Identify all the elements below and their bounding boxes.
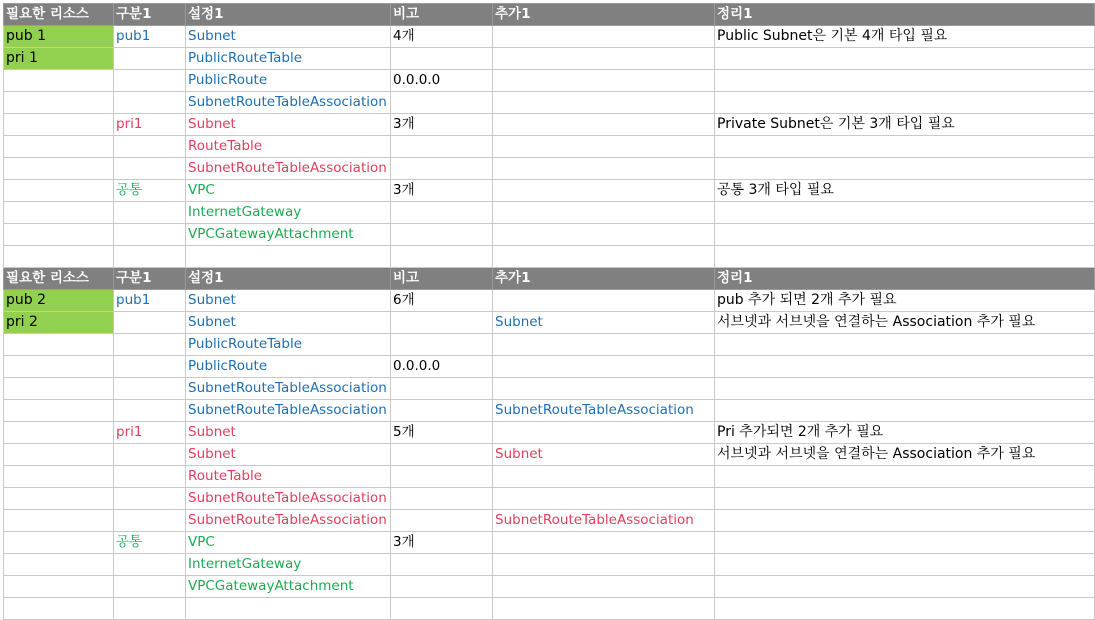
category-cell[interactable]: pri1 xyxy=(114,114,186,136)
setting-cell[interactable]: Subnet xyxy=(186,444,391,466)
summary-cell[interactable]: Pri 추가되면 2개 추가 필요 xyxy=(715,422,1095,444)
note-cell[interactable]: 5개 xyxy=(391,422,493,444)
table-row xyxy=(4,598,1095,620)
table-row xyxy=(4,466,1095,488)
summary-cell[interactable] xyxy=(715,488,1095,510)
category-cell[interactable] xyxy=(114,576,186,598)
note-cell[interactable] xyxy=(391,136,493,158)
table-row xyxy=(4,444,1095,466)
summary-cell[interactable] xyxy=(715,554,1095,576)
note-cell[interactable]: 0.0.0.0 xyxy=(391,356,493,378)
category-cell[interactable]: pri1 xyxy=(114,422,186,444)
summary-cell[interactable]: Public Subnet은 기본 4개 타입 필요 xyxy=(715,26,1095,48)
table-row xyxy=(4,158,1095,180)
setting-cell[interactable]: Subnet xyxy=(186,312,391,334)
category-cell[interactable] xyxy=(114,356,186,378)
setting-cell[interactable]: PublicRoute xyxy=(186,70,391,92)
setting-cell[interactable]: SubnetRouteTableAssociation xyxy=(186,158,391,180)
note-cell[interactable] xyxy=(391,598,493,620)
header-row xyxy=(4,4,1095,26)
add-cell[interactable]: SubnetRouteTableAssociation xyxy=(493,400,715,422)
add-cell[interactable] xyxy=(493,356,715,378)
setting-cell[interactable]: RouteTable xyxy=(186,466,391,488)
setting-cell[interactable]: InternetGateway xyxy=(186,554,391,576)
summary-cell[interactable] xyxy=(715,598,1095,620)
summary-cell[interactable]: 서브넷과 서브넷을 연결하는 Association 추가 필요 xyxy=(715,312,1095,334)
summary-cell[interactable]: 공통 3개 타입 필요 xyxy=(715,180,1095,202)
note-cell[interactable] xyxy=(391,92,493,114)
summary-cell[interactable] xyxy=(715,510,1095,532)
add-cell[interactable] xyxy=(493,532,715,554)
category-cell[interactable] xyxy=(114,378,186,400)
table-row xyxy=(4,576,1095,598)
add-cell[interactable] xyxy=(493,48,715,70)
note-cell[interactable] xyxy=(391,488,493,510)
resource-cell[interactable] xyxy=(4,92,114,114)
category-cell[interactable]: 공통 xyxy=(114,532,186,554)
setting-cell[interactable]: VPCGatewayAttachment xyxy=(186,576,391,598)
resource-cell[interactable] xyxy=(4,554,114,576)
note-cell[interactable] xyxy=(391,334,493,356)
category-cell[interactable] xyxy=(114,92,186,114)
column-header[interactable]: 설정1 xyxy=(186,4,391,26)
summary-cell[interactable]: Private Subnet은 기본 3개 타입 필요 xyxy=(715,114,1095,136)
note-cell[interactable] xyxy=(391,378,493,400)
resource-cell[interactable] xyxy=(4,400,114,422)
note-cell[interactable] xyxy=(391,48,493,70)
setting-cell[interactable]: RouteTable xyxy=(186,136,391,158)
resource-cell[interactable] xyxy=(4,444,114,466)
category-cell[interactable]: 공통 xyxy=(114,180,186,202)
table-row xyxy=(4,48,1095,70)
setting-cell[interactable]: SubnetRouteTableAssociation xyxy=(186,378,391,400)
resource-cell[interactable] xyxy=(4,598,114,620)
summary-cell[interactable] xyxy=(715,92,1095,114)
spreadsheet-grid xyxy=(3,3,1095,620)
sheet-body xyxy=(4,4,1095,620)
table-row xyxy=(4,180,1095,202)
summary-cell[interactable] xyxy=(715,532,1095,554)
column-header[interactable]: 정리1 xyxy=(715,268,1095,290)
category-cell[interactable] xyxy=(114,510,186,532)
resource-cell[interactable] xyxy=(4,202,114,224)
summary-cell[interactable] xyxy=(715,400,1095,422)
category-cell[interactable] xyxy=(114,312,186,334)
add-cell[interactable] xyxy=(493,202,715,224)
note-cell[interactable]: 0.0.0.0 xyxy=(391,70,493,92)
table-row xyxy=(4,378,1095,400)
add-cell[interactable] xyxy=(493,598,715,620)
note-cell[interactable]: 4개 xyxy=(391,26,493,48)
add-cell[interactable] xyxy=(493,290,715,312)
category-cell[interactable]: pub1 xyxy=(114,26,186,48)
table-row xyxy=(4,510,1095,532)
column-header[interactable]: 비고 xyxy=(391,268,493,290)
table-row xyxy=(4,136,1095,158)
resource-cell[interactable]: pub 2 xyxy=(4,290,114,312)
category-cell[interactable] xyxy=(114,136,186,158)
resource-cell[interactable] xyxy=(4,70,114,92)
table-row xyxy=(4,26,1095,48)
column-header[interactable]: 필요한 리소스 xyxy=(4,4,114,26)
summary-cell[interactable] xyxy=(715,334,1095,356)
empty-cell[interactable] xyxy=(391,246,493,268)
add-cell[interactable] xyxy=(493,334,715,356)
resource-cell[interactable]: pri 2 xyxy=(4,312,114,334)
note-cell[interactable] xyxy=(391,554,493,576)
add-cell[interactable] xyxy=(493,488,715,510)
summary-cell[interactable] xyxy=(715,576,1095,598)
setting-cell[interactable]: VPC xyxy=(186,532,391,554)
setting-cell[interactable] xyxy=(186,598,391,620)
table-row xyxy=(4,312,1095,334)
summary-cell[interactable] xyxy=(715,224,1095,246)
resource-cell[interactable] xyxy=(4,334,114,356)
summary-cell[interactable] xyxy=(715,48,1095,70)
category-cell[interactable]: pub1 xyxy=(114,290,186,312)
category-cell[interactable] xyxy=(114,334,186,356)
summary-cell[interactable] xyxy=(715,136,1095,158)
setting-cell[interactable]: SubnetRouteTableAssociation xyxy=(186,400,391,422)
category-cell[interactable] xyxy=(114,466,186,488)
setting-cell[interactable]: PublicRoute xyxy=(186,356,391,378)
column-header[interactable]: 추가1 xyxy=(493,268,715,290)
add-cell[interactable] xyxy=(493,26,715,48)
table-row xyxy=(4,290,1095,312)
resource-cell[interactable] xyxy=(4,532,114,554)
setting-cell[interactable]: SubnetRouteTableAssociation xyxy=(186,510,391,532)
table-row xyxy=(4,92,1095,114)
category-cell[interactable] xyxy=(114,202,186,224)
setting-cell[interactable]: PublicRouteTable xyxy=(186,48,391,70)
category-cell[interactable] xyxy=(114,444,186,466)
resource-cell[interactable] xyxy=(4,422,114,444)
category-cell[interactable] xyxy=(114,224,186,246)
setting-cell[interactable]: VPCGatewayAttachment xyxy=(186,224,391,246)
setting-cell[interactable]: Subnet xyxy=(186,26,391,48)
note-cell[interactable] xyxy=(391,202,493,224)
add-cell[interactable] xyxy=(493,422,715,444)
summary-cell[interactable] xyxy=(715,378,1095,400)
setting-cell[interactable]: Subnet xyxy=(186,290,391,312)
resource-cell[interactable]: pri 1 xyxy=(4,48,114,70)
add-cell[interactable] xyxy=(493,224,715,246)
spacer-row xyxy=(4,246,1095,268)
category-cell[interactable] xyxy=(114,488,186,510)
setting-cell[interactable]: SubnetRouteTableAssociation xyxy=(186,488,391,510)
table-row xyxy=(4,532,1095,554)
add-cell[interactable]: SubnetRouteTableAssociation xyxy=(493,510,715,532)
resource-cell[interactable] xyxy=(4,466,114,488)
note-cell[interactable] xyxy=(391,224,493,246)
add-cell[interactable] xyxy=(493,466,715,488)
empty-cell[interactable] xyxy=(493,246,715,268)
empty-cell[interactable] xyxy=(114,246,186,268)
resource-cell[interactable] xyxy=(4,576,114,598)
resource-cell[interactable] xyxy=(4,488,114,510)
summary-cell[interactable] xyxy=(715,158,1095,180)
resource-cell[interactable] xyxy=(4,136,114,158)
note-cell[interactable] xyxy=(391,312,493,334)
table-row xyxy=(4,114,1095,136)
category-cell[interactable] xyxy=(114,400,186,422)
note-cell[interactable]: 6개 xyxy=(391,290,493,312)
resource-cell[interactable] xyxy=(4,180,114,202)
setting-cell[interactable]: Subnet xyxy=(186,114,391,136)
add-cell[interactable] xyxy=(493,70,715,92)
resource-cell[interactable] xyxy=(4,378,114,400)
summary-cell[interactable] xyxy=(715,356,1095,378)
resource-cell[interactable] xyxy=(4,114,114,136)
table-row xyxy=(4,356,1095,378)
category-cell[interactable] xyxy=(114,554,186,576)
resource-cell[interactable] xyxy=(4,224,114,246)
setting-cell[interactable]: VPC xyxy=(186,180,391,202)
resource-cell[interactable]: pub 1 xyxy=(4,26,114,48)
column-header[interactable]: 구분1 xyxy=(114,268,186,290)
table-row xyxy=(4,202,1095,224)
category-cell[interactable] xyxy=(114,48,186,70)
add-cell[interactable] xyxy=(493,576,715,598)
summary-cell[interactable] xyxy=(715,70,1095,92)
summary-cell[interactable] xyxy=(715,202,1095,224)
add-cell[interactable]: Subnet xyxy=(493,444,715,466)
table-row xyxy=(4,488,1095,510)
add-cell[interactable] xyxy=(493,158,715,180)
setting-cell[interactable]: InternetGateway xyxy=(186,202,391,224)
add-cell[interactable] xyxy=(493,136,715,158)
note-cell[interactable] xyxy=(391,466,493,488)
summary-cell[interactable]: pub 추가 되면 2개 추가 필요 xyxy=(715,290,1095,312)
note-cell[interactable] xyxy=(391,400,493,422)
resource-cell[interactable] xyxy=(4,510,114,532)
resource-cell[interactable] xyxy=(4,356,114,378)
table-row xyxy=(4,70,1095,92)
table-row xyxy=(4,400,1095,422)
note-cell[interactable]: 3개 xyxy=(391,532,493,554)
add-cell[interactable] xyxy=(493,554,715,576)
summary-cell[interactable]: 서브넷과 서브넷을 연결하는 Association 추가 필요 xyxy=(715,444,1095,466)
table-row xyxy=(4,554,1095,576)
table-row xyxy=(4,422,1095,444)
setting-cell[interactable]: SubnetRouteTableAssociation xyxy=(186,92,391,114)
note-cell[interactable]: 3개 xyxy=(391,114,493,136)
table-row xyxy=(4,224,1095,246)
note-cell[interactable] xyxy=(391,444,493,466)
column-header[interactable]: 추가1 xyxy=(493,4,715,26)
category-cell[interactable] xyxy=(114,158,186,180)
note-cell[interactable]: 3개 xyxy=(391,180,493,202)
empty-cell[interactable] xyxy=(715,246,1095,268)
column-header[interactable]: 필요한 리소스 xyxy=(4,268,114,290)
column-header[interactable]: 비고 xyxy=(391,4,493,26)
column-header[interactable]: 정리1 xyxy=(715,4,1095,26)
add-cell[interactable]: Subnet xyxy=(493,312,715,334)
summary-cell[interactable] xyxy=(715,466,1095,488)
empty-cell[interactable] xyxy=(186,246,391,268)
add-cell[interactable] xyxy=(493,378,715,400)
table-row xyxy=(4,334,1095,356)
setting-cell[interactable]: Subnet xyxy=(186,422,391,444)
note-cell[interactable] xyxy=(391,576,493,598)
setting-cell[interactable]: PublicRouteTable xyxy=(186,334,391,356)
category-cell[interactable] xyxy=(114,598,186,620)
header-row xyxy=(4,268,1095,290)
column-header[interactable]: 설정1 xyxy=(186,268,391,290)
empty-cell[interactable] xyxy=(4,246,114,268)
add-cell[interactable] xyxy=(493,180,715,202)
resource-cell[interactable] xyxy=(4,158,114,180)
note-cell[interactable] xyxy=(391,158,493,180)
add-cell[interactable] xyxy=(493,114,715,136)
column-header[interactable]: 구분1 xyxy=(114,4,186,26)
add-cell[interactable] xyxy=(493,92,715,114)
category-cell[interactable] xyxy=(114,70,186,92)
note-cell[interactable] xyxy=(391,510,493,532)
